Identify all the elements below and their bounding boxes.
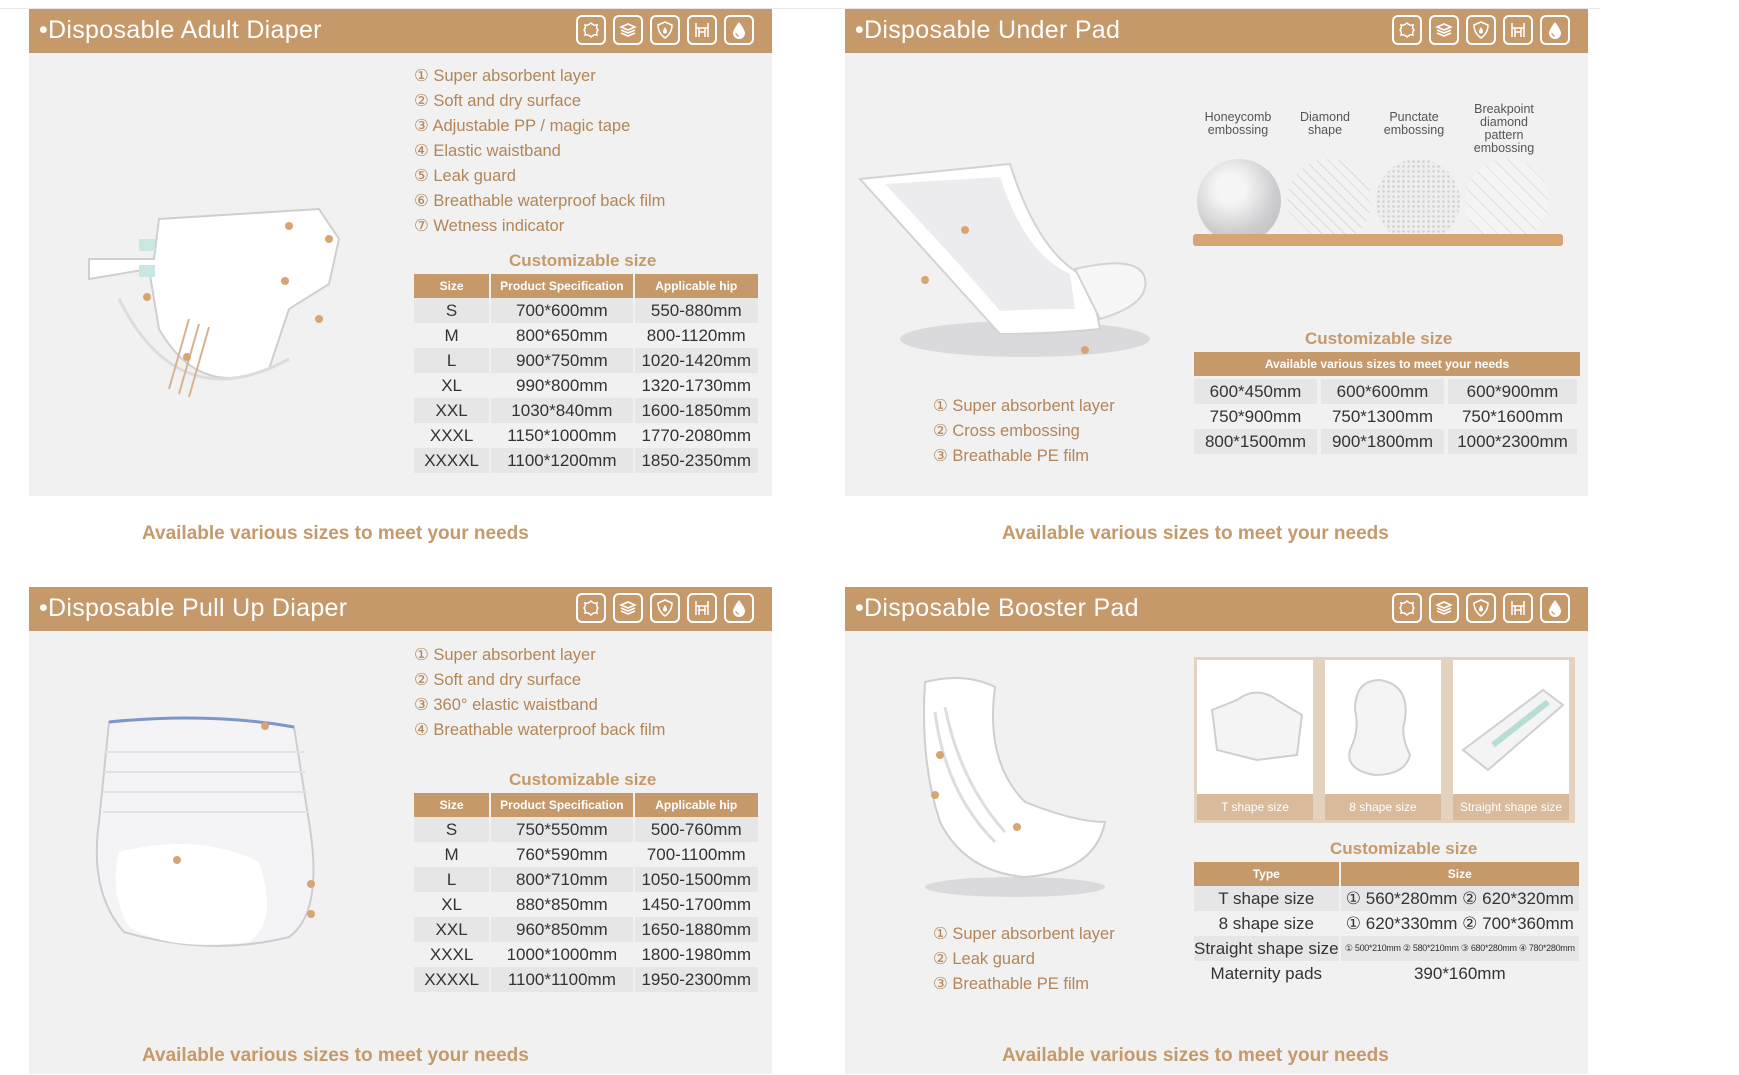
table-cell: L — [414, 348, 489, 373]
water-drop-icon — [724, 15, 754, 45]
column-header: Applicable hip — [635, 793, 759, 817]
column-header: Applicable hip — [635, 274, 759, 298]
table-row — [414, 423, 758, 448]
t-shape-pad-image — [1197, 660, 1313, 794]
table-row — [1194, 911, 1579, 936]
size-cell: 750*900mm — [1209, 407, 1302, 426]
table-cell: XL — [441, 894, 462, 914]
column-header: Product Specification — [491, 274, 632, 298]
layers-icon — [613, 15, 643, 45]
flower-outline-icon — [576, 15, 606, 45]
table-cell: 1800-1980mm — [641, 944, 752, 964]
table-row — [414, 398, 758, 423]
size-cell: 600*900mm — [1448, 379, 1577, 404]
table-row — [414, 448, 758, 473]
table-cell: M — [444, 844, 459, 864]
water-drop-icon — [724, 593, 754, 623]
size-cell: 600*450mm — [1194, 379, 1317, 404]
table-row — [414, 323, 758, 348]
pull-up-diaper-image — [79, 712, 339, 952]
table-row — [1194, 886, 1579, 911]
table-row — [414, 967, 758, 992]
feature-item: ③ Adjustable PP / magic tape — [414, 117, 631, 135]
layers-icon — [613, 593, 643, 623]
table-row — [414, 867, 758, 892]
breakpoint-sample — [1465, 159, 1549, 243]
feature-item: ③ 360° elastic waistband — [414, 696, 598, 714]
shape-tile-straight — [1452, 659, 1570, 821]
card-adult-diaper — [29, 9, 772, 496]
straight-shape-pad-image — [1453, 660, 1569, 794]
table-row — [1194, 936, 1579, 961]
footnote: Available various sizes to meet your needs — [1002, 1045, 1389, 1066]
column-header: Type — [1194, 862, 1339, 886]
table-cell: 1600-1850mm — [635, 398, 759, 423]
feature-item: ① Super absorbent layer — [933, 397, 1115, 415]
size-subtitle: Customizable size — [509, 770, 657, 789]
shield-drop-icon — [650, 15, 680, 45]
table-cell: ① 560*280mm ② 620*320mm — [1341, 886, 1579, 911]
embossing-label: Honeycomb embossing — [1204, 110, 1272, 137]
shield-drop-icon — [650, 593, 680, 623]
water-drop-icon — [1540, 593, 1570, 623]
size-subtitle: Customizable size — [509, 251, 657, 270]
flower-outline-icon — [576, 593, 606, 623]
shape-tile-t — [1196, 659, 1314, 821]
size-cell: 600*600mm — [1321, 379, 1444, 404]
size-table — [1192, 862, 1581, 986]
size-cell: 1000*2300mm — [1448, 429, 1577, 454]
feature-item: ② Soft and dry surface — [414, 92, 582, 110]
feature-list — [933, 922, 1115, 997]
flower-outline-icon — [1392, 15, 1422, 45]
table-cell: S — [414, 298, 489, 323]
flower-outline-icon — [1392, 593, 1422, 623]
card-title: •Disposable Under Pad — [855, 16, 1121, 44]
table-cell: 1000*1000mm — [506, 944, 618, 964]
size-subtitle: Customizable size — [1305, 329, 1453, 348]
waist-icon — [687, 15, 717, 45]
embossing-label: Breakpoint diamond pattern embossing — [1473, 102, 1535, 155]
table-cell: XXL — [414, 917, 489, 942]
table-cell: Straight shape size — [1194, 936, 1339, 961]
feature-item: ② Leak guard — [933, 950, 1035, 968]
feature-item: ⑦ Wetness indicator — [414, 217, 565, 235]
card-title: •Disposable Adult Diaper — [39, 16, 322, 44]
table-cell: XXXXL — [414, 967, 489, 992]
table-row — [414, 373, 758, 398]
embossing-label: Diamond shape — [1299, 110, 1351, 137]
table-cell: 1150*1000mm — [507, 425, 617, 445]
table-cell: 1030*840mm — [491, 398, 632, 423]
shield-drop-icon — [1466, 15, 1496, 45]
card-title: •Disposable Booster Pad — [855, 594, 1139, 622]
card-header — [29, 9, 772, 53]
water-drop-icon — [1540, 15, 1570, 45]
column-header: Size — [1341, 862, 1579, 886]
under-pad-image — [850, 159, 1190, 374]
honeycomb-sample — [1197, 159, 1281, 243]
feature-item: ① Super absorbent layer — [933, 925, 1115, 943]
feature-item: ⑤ Leak guard — [414, 167, 516, 185]
table-row — [414, 298, 758, 323]
table-cell: XXL — [414, 398, 489, 423]
table-cell: 1100*1200mm — [491, 448, 632, 473]
feature-list — [933, 394, 1115, 469]
table-row — [414, 917, 758, 942]
table-row — [414, 942, 758, 967]
card-header — [29, 587, 772, 631]
table-cell: 1450-1700mm — [641, 894, 752, 914]
table-cell: XXXL — [429, 425, 474, 445]
size-table — [412, 274, 760, 473]
size-grid — [1194, 379, 1577, 454]
eight-shape-pad-image — [1325, 660, 1441, 794]
size-subtitle: Customizable size — [1330, 839, 1478, 858]
size-cell: 800*1500mm — [1194, 429, 1317, 454]
feature-icons — [1392, 15, 1570, 45]
table-cell: 1950-2300mm — [635, 967, 759, 992]
column-header: Product Specification — [491, 793, 632, 817]
table-cell: 500-760mm — [635, 817, 759, 842]
table-row — [414, 892, 758, 917]
feature-list — [414, 64, 665, 239]
shape-caption: 8 shape size — [1325, 794, 1441, 820]
column-header: Size — [414, 274, 489, 298]
table-cell: XXXXL — [414, 448, 489, 473]
table-cell: L — [414, 867, 489, 892]
shield-drop-icon — [1466, 593, 1496, 623]
table-cell: M — [444, 325, 459, 345]
table-cell: 1320-1730mm — [641, 375, 752, 395]
sizes-header: Available various sizes to meet your needs — [1194, 352, 1580, 376]
size-cell: 900*1800mm — [1321, 429, 1444, 454]
shape-tile-8 — [1324, 659, 1442, 821]
waist-icon — [1503, 15, 1533, 45]
table-cell: 1650-1880mm — [635, 917, 759, 942]
layers-icon — [1429, 15, 1459, 45]
table-cell: 800-1120mm — [646, 325, 746, 345]
shape-caption: Straight shape size — [1453, 794, 1569, 820]
table-cell: 1770-2080mm — [641, 425, 752, 445]
table-cell: Maternity pads — [1210, 963, 1323, 983]
table-cell: ① 620*330mm ② 700*360mm — [1345, 913, 1574, 933]
waist-icon — [1503, 593, 1533, 623]
table-cell: 750*550mm — [491, 817, 632, 842]
table-cell: 880*850mm — [516, 894, 608, 914]
feature-icons — [1392, 593, 1570, 623]
card-header — [845, 587, 1588, 631]
feature-item: ④ Elastic waistband — [414, 142, 561, 160]
size-cell: 750*1600mm — [1461, 407, 1564, 426]
table-cell: 1050-1500mm — [635, 867, 759, 892]
table-cell: XXXL — [429, 944, 474, 964]
feature-list — [414, 643, 665, 743]
feature-item: ④ Breathable waterproof back film — [414, 721, 666, 739]
adult-diaper-image — [59, 199, 349, 419]
column-header: Size — [414, 793, 489, 817]
table-cell: 700-1100mm — [646, 844, 746, 864]
feature-icons — [576, 15, 754, 45]
diamond-sample — [1287, 159, 1371, 243]
table-cell: 8 shape size — [1218, 913, 1315, 933]
feature-item: ③ Breathable PE film — [933, 975, 1090, 993]
table-cell: XL — [441, 375, 462, 395]
table-row — [1194, 961, 1579, 986]
feature-item: ① Super absorbent layer — [414, 646, 596, 664]
table-cell: 1020-1420mm — [635, 348, 759, 373]
waist-icon — [687, 593, 717, 623]
size-cell: 750*1300mm — [1331, 407, 1434, 426]
feature-item: ③ Breathable PE film — [933, 447, 1090, 465]
card-booster-pad — [845, 587, 1588, 1074]
table-cell: ① 500*210mm ② 580*210mm ③ 680*280mm ④ 780*280mm — [1341, 936, 1579, 961]
feature-item: ② Cross embossing — [933, 422, 1080, 440]
table-row — [414, 842, 758, 867]
feature-item: ① Super absorbent layer — [414, 67, 596, 85]
footnote: Available various sizes to meet your needs — [142, 1045, 529, 1066]
table-cell: 550-880mm — [635, 298, 759, 323]
card-pull-up-diaper — [29, 587, 772, 1074]
table-cell: 700*600mm — [491, 298, 632, 323]
booster-pad-image — [905, 672, 1125, 902]
table-cell: T shape size — [1194, 886, 1339, 911]
table-row — [414, 817, 758, 842]
feature-item: ⑥ Breathable waterproof back film — [414, 192, 666, 210]
table-cell: 990*800mm — [516, 375, 608, 395]
table-cell: 390*160mm — [1413, 963, 1506, 983]
table-row — [414, 348, 758, 373]
card-title: •Disposable Pull Up Diaper — [39, 594, 348, 622]
card-header — [845, 9, 1588, 53]
table-cell: 960*850mm — [491, 917, 632, 942]
table-cell: 760*590mm — [516, 844, 608, 864]
card-under-pad — [845, 9, 1588, 496]
feature-icons — [576, 593, 754, 623]
table-cell: 800*710mm — [491, 867, 632, 892]
punctate-sample — [1376, 159, 1460, 243]
embossing-label: Punctate embossing — [1383, 110, 1445, 137]
table-cell: 900*750mm — [491, 348, 632, 373]
shape-caption: T shape size — [1197, 794, 1313, 820]
table-cell: 1100*1100mm — [491, 967, 632, 992]
layers-icon — [1429, 593, 1459, 623]
footnote: Available various sizes to meet your needs — [1002, 523, 1389, 544]
feature-item: ② Soft and dry surface — [414, 671, 582, 689]
shelf — [1193, 234, 1563, 246]
table-cell: S — [414, 817, 489, 842]
table-cell: 1850-2350mm — [635, 448, 759, 473]
size-table — [412, 793, 760, 992]
table-cell: 800*650mm — [516, 325, 608, 345]
footnote: Available various sizes to meet your needs — [142, 523, 529, 544]
